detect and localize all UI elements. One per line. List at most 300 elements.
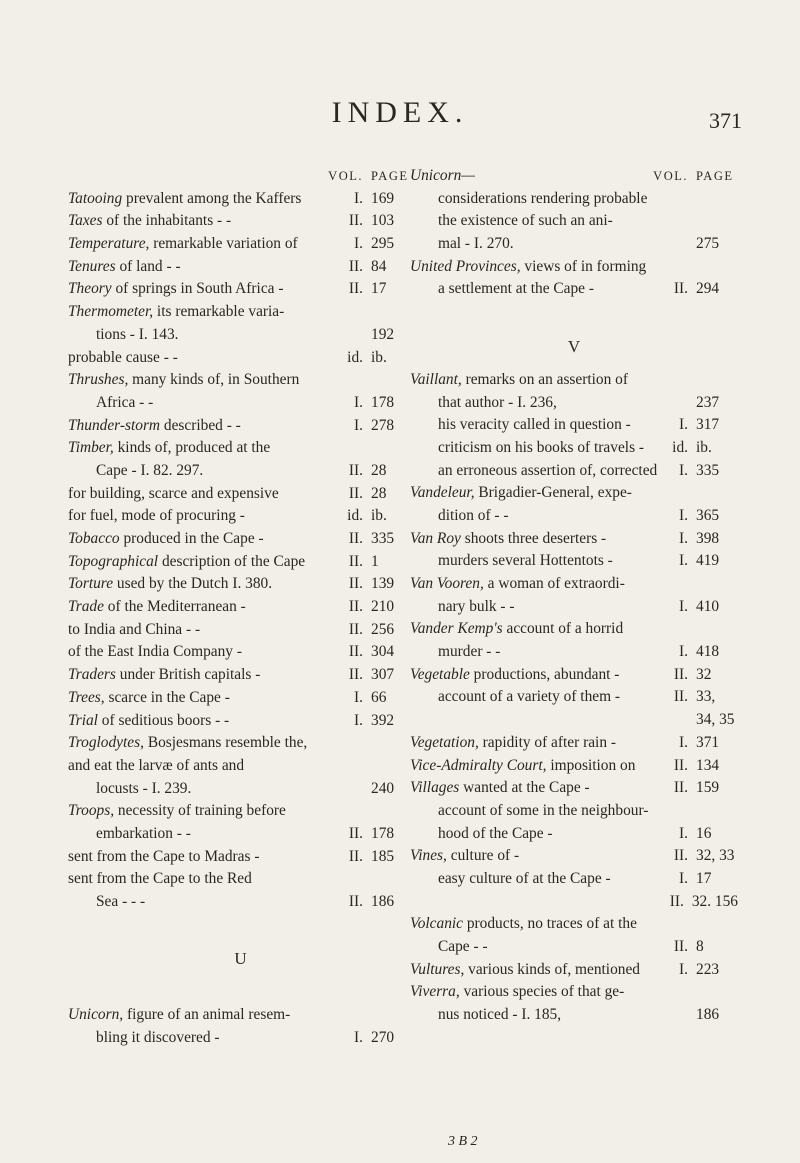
volume-ref: I. xyxy=(354,1028,363,1046)
entry-description: Sea - - - xyxy=(96,893,146,910)
entry-description: to India and China - - xyxy=(68,620,201,638)
entry-term: Thrushes, xyxy=(68,371,129,389)
entry-description: embarkation - - xyxy=(96,824,191,842)
entry-description: necessity of training before xyxy=(114,802,286,820)
entry-description: of land - - xyxy=(115,257,181,275)
index-entry-line xyxy=(68,256,413,279)
entry-term: Theory xyxy=(68,280,112,298)
entry-term: Van Roy xyxy=(410,529,461,547)
page-ref: 134 xyxy=(696,756,720,774)
entry-description: remarks on an assertion of xyxy=(461,370,628,388)
index-entry-line xyxy=(410,256,738,279)
page-ref: 275 xyxy=(696,235,720,253)
index-entry-line xyxy=(68,483,413,506)
volume-ref: I. xyxy=(354,393,363,411)
entry-description: probable cause - - xyxy=(68,348,178,366)
index-entry-line xyxy=(410,936,738,959)
index-entry-line xyxy=(410,823,738,846)
entry-term: Trees, xyxy=(68,688,105,706)
index-entry-line xyxy=(410,618,738,641)
index-entry-line xyxy=(68,460,413,483)
entry-term: Tobacco xyxy=(68,530,120,547)
entry-text xyxy=(68,301,363,324)
volume-ref: II. xyxy=(673,756,688,774)
index-entry-line xyxy=(410,1004,738,1027)
column-header xyxy=(68,165,413,188)
page-ref: 307 xyxy=(371,666,395,684)
entry-text xyxy=(410,596,679,619)
entry-description: various kinds of, mentioned xyxy=(464,960,640,978)
index-entry-line xyxy=(410,981,738,1004)
index-column-right xyxy=(410,165,738,1027)
page-ref: ib. xyxy=(371,507,387,525)
index-entry-line xyxy=(410,732,738,755)
volume-ref: id. xyxy=(347,507,363,525)
page-ref: 185 xyxy=(371,847,395,865)
index-entry-line xyxy=(68,301,413,324)
entry-description: his veracity called in question - xyxy=(438,416,631,434)
index-entry-line xyxy=(68,868,413,891)
page-ref: 419 xyxy=(696,552,720,570)
entry-text xyxy=(410,641,679,664)
page-ref: 34, 35 xyxy=(696,711,735,729)
index-entry-line xyxy=(68,823,413,846)
volume-ref: II. xyxy=(348,484,363,502)
volume-ref: II. xyxy=(348,666,363,684)
entry-description: that author - I. 236, xyxy=(438,393,557,411)
section-letter-v: V xyxy=(567,336,581,356)
entry-description: under British capitals - xyxy=(115,666,261,684)
entry-description: of the inhabitants - - xyxy=(102,212,232,230)
page-ref: 295 xyxy=(371,235,395,253)
entry-description: Bosjesmans resemble the, xyxy=(143,734,308,752)
index-entry-line xyxy=(68,800,413,823)
page-ref: 410 xyxy=(696,597,720,615)
entry-text xyxy=(410,392,688,415)
entry-description: nary bulk - - xyxy=(438,597,515,615)
index-entry-line xyxy=(68,687,413,710)
page-ref: 84 xyxy=(371,257,387,275)
index-entries-v xyxy=(410,369,738,1027)
entry-text xyxy=(410,210,688,233)
entry-description: Africa - - xyxy=(96,393,154,411)
entry-term: Vice-Admiralty Court, xyxy=(410,756,547,774)
volume-ref: I. xyxy=(679,416,688,434)
page-ref: 33, xyxy=(696,688,716,706)
entry-text xyxy=(410,823,679,846)
page-ref: 371 xyxy=(696,733,720,751)
entry-text xyxy=(68,800,363,823)
entry-description: account of a variety of them - xyxy=(438,688,621,706)
index-entry-line xyxy=(410,210,738,233)
entry-term: Traders xyxy=(68,666,116,684)
entry-term: Temperature, xyxy=(68,235,150,253)
index-entry-line xyxy=(68,573,413,596)
entry-term: Troops, xyxy=(68,802,115,820)
entry-term: Thunder-storm xyxy=(68,416,161,434)
entry-text xyxy=(410,981,688,1004)
entry-term: Villages xyxy=(410,779,460,797)
index-entry-line xyxy=(68,732,413,755)
page-ref: 418 xyxy=(696,643,720,661)
entry-description: hood of the Cape - xyxy=(438,824,553,842)
index-entry-line xyxy=(68,415,413,438)
signature-mark: 3 B 2 xyxy=(448,1134,478,1149)
page-ref: 365 xyxy=(696,506,720,524)
entry-text xyxy=(68,596,349,619)
entry-description: murders several Hottentots - xyxy=(438,552,613,570)
entry-term: Thermometer, xyxy=(68,303,154,321)
entry-term: Tatooing xyxy=(68,189,123,207)
index-entry-line xyxy=(68,664,413,687)
entry-term: Vultures, xyxy=(410,960,465,978)
page-ref: 32. 156 xyxy=(691,892,738,910)
entry-description: wanted at the Cape - xyxy=(459,779,590,797)
entry-text xyxy=(68,732,363,755)
entry-term: Trial xyxy=(68,711,98,729)
entry-description: Cape - I. 82. 297. xyxy=(96,461,204,479)
page-ref: 237 xyxy=(696,393,720,411)
index-entry-line xyxy=(410,868,738,891)
entry-text xyxy=(68,347,347,370)
page-ref: 139 xyxy=(371,575,395,593)
page-header-label: PAGE xyxy=(371,169,409,183)
page-ref: 28 xyxy=(371,484,387,502)
volume-ref: I. xyxy=(679,869,688,887)
index-entry-line xyxy=(68,437,413,460)
entry-term: Vines, xyxy=(410,847,447,865)
page-ref: 66 xyxy=(371,688,387,706)
entry-text xyxy=(68,755,363,778)
volume-ref: I. xyxy=(679,552,688,570)
entry-description: account of a horrid xyxy=(502,620,624,638)
entry-description: criticism on his books of travels - xyxy=(438,438,645,456)
volume-ref: I. xyxy=(354,711,363,729)
index-entry-line xyxy=(410,686,738,709)
index-entry-line xyxy=(68,596,413,619)
entry-term: Timber, xyxy=(68,439,114,457)
index-entry-line xyxy=(68,755,413,778)
entry-text xyxy=(410,414,679,437)
entry-text xyxy=(68,641,349,664)
entry-description: views of in forming xyxy=(520,257,647,275)
entry-description: dition of - - xyxy=(438,506,509,524)
volume-ref: I. xyxy=(354,235,363,253)
entry-description: rapidity of after rain - xyxy=(478,733,616,751)
entry-text xyxy=(68,551,349,574)
volume-ref: II. xyxy=(348,847,363,865)
index-entry-line xyxy=(68,1004,413,1027)
entry-description: mal - I. 270. xyxy=(438,235,514,253)
section-letter-u: U xyxy=(234,949,247,969)
entry-text xyxy=(68,664,349,687)
entry-term: Vegetable xyxy=(410,665,470,683)
entry-term: Unicorn, xyxy=(68,1006,124,1024)
index-entry-line xyxy=(68,641,413,664)
volume-ref: II. xyxy=(348,598,363,616)
entry-description: of seditious boors - - xyxy=(97,711,230,729)
entry-description: various species of that ge- xyxy=(459,983,625,1001)
index-entry-line xyxy=(68,324,413,347)
volume-ref: II. xyxy=(348,280,363,298)
index-entry-line xyxy=(68,619,413,642)
index-entry-line xyxy=(410,777,738,800)
entry-text xyxy=(410,482,688,505)
page-header-label: PAGE xyxy=(696,169,734,183)
index-entry-line xyxy=(410,573,738,596)
index-entry-line xyxy=(410,460,738,483)
volume-ref: II. xyxy=(673,665,688,683)
volume-ref: I. xyxy=(354,416,363,434)
entry-text xyxy=(68,868,363,891)
index-entries-u-cont xyxy=(410,188,738,301)
entry-text xyxy=(410,618,688,641)
index-entry-line xyxy=(68,347,413,370)
entry-text xyxy=(68,324,363,347)
entry-term: Trade xyxy=(68,598,104,616)
entry-text xyxy=(410,369,688,392)
index-entry-line xyxy=(410,959,738,982)
volume-ref: I. xyxy=(679,733,688,751)
index-column-left xyxy=(68,165,413,1049)
entry-text xyxy=(68,823,349,846)
entry-description: the existence of such an ani- xyxy=(438,212,613,230)
entry-text xyxy=(410,868,679,891)
entry-text xyxy=(68,415,354,438)
entry-text xyxy=(410,959,679,982)
entry-description: tions - I. 143. xyxy=(96,325,179,343)
entry-description: a settlement at the Cape - xyxy=(438,280,594,298)
index-entry-line xyxy=(68,710,413,733)
volume-ref: I. xyxy=(679,597,688,615)
entry-description: prevalent among the Kaffers xyxy=(122,189,302,207)
index-entry-line xyxy=(410,528,738,551)
page-ref: 17 xyxy=(371,280,387,298)
index-entry-line xyxy=(410,369,738,392)
page-ref: 335 xyxy=(371,530,395,547)
entry-term: Vegetation, xyxy=(410,733,479,751)
page-title: INDEX. xyxy=(331,96,469,129)
volume-ref: I. xyxy=(679,506,688,524)
page-ref: 210 xyxy=(371,598,395,616)
entry-text xyxy=(68,846,349,869)
entry-description: of the East India Company - xyxy=(68,643,242,661)
index-entry-line xyxy=(410,664,738,687)
entry-text xyxy=(410,256,688,279)
volume-ref: II. xyxy=(348,575,363,593)
volume-ref: I. xyxy=(679,529,688,547)
entry-text xyxy=(410,528,679,551)
index-entry-line xyxy=(68,188,413,211)
entry-text xyxy=(410,1004,688,1027)
index-entry-line xyxy=(410,392,738,415)
volume-ref: II. xyxy=(348,530,363,547)
volume-ref: II. xyxy=(348,824,363,842)
page-ref: 278 xyxy=(371,416,395,434)
entry-text xyxy=(68,1027,354,1050)
entry-text xyxy=(68,1004,363,1027)
volume-ref: II. xyxy=(673,779,688,797)
index-entry-line xyxy=(68,505,413,528)
entry-description: of springs in South Africa - xyxy=(111,280,284,298)
page-ref: 17 xyxy=(696,869,712,887)
entry-description: of the Mediterranean - xyxy=(103,598,246,616)
page-ref: 294 xyxy=(696,280,720,298)
page-ref: 8 xyxy=(696,938,704,955)
entry-description: productions, abundant - xyxy=(469,665,620,683)
index-entry-line xyxy=(410,188,738,211)
entry-text xyxy=(410,664,674,687)
entry-description: nus noticed - I. 185, xyxy=(438,1006,562,1024)
index-entry-line xyxy=(410,505,738,528)
entry-description: easy culture of at the Cape - xyxy=(438,869,611,887)
entry-term: Van Vooren, xyxy=(410,575,484,592)
page-ref: 240 xyxy=(371,779,395,797)
entry-description: an erroneous assertion of, corrected xyxy=(438,461,658,479)
page-ref: 1 xyxy=(371,552,379,570)
entry-description: considerations rendering probable xyxy=(438,189,648,207)
entry-text xyxy=(410,505,679,528)
entry-text xyxy=(410,845,674,868)
index-entry-line xyxy=(68,891,413,914)
entry-text xyxy=(410,936,674,959)
volume-ref: II. xyxy=(348,893,363,910)
volume-ref: II. xyxy=(673,688,688,706)
entry-term: Topographical xyxy=(68,552,159,570)
page-header xyxy=(0,96,800,136)
entry-term: Volcanic xyxy=(410,915,463,933)
entry-text xyxy=(68,710,354,733)
page-ref: 317 xyxy=(696,416,720,434)
entry-text xyxy=(68,233,354,256)
index-entry-line xyxy=(410,845,738,868)
index-entry-line xyxy=(68,846,413,869)
entry-text xyxy=(68,573,349,596)
volume-ref: I. xyxy=(354,189,363,207)
index-entry-line xyxy=(410,800,738,823)
index-entries-t xyxy=(68,188,413,914)
page-ref: 103 xyxy=(371,212,395,230)
entry-text xyxy=(68,891,349,914)
entry-description: sent from the Cape to the Red xyxy=(68,870,252,888)
entry-description: kinds of, produced at the xyxy=(113,439,271,457)
volume-ref: id. xyxy=(347,348,363,366)
page-ref: 178 xyxy=(371,393,395,411)
entry-text xyxy=(68,210,349,233)
entry-description: for fuel, mode of procuring - xyxy=(68,507,245,525)
entry-description: described - - xyxy=(160,416,241,434)
index-entry-line xyxy=(68,210,413,233)
index-entry-line xyxy=(68,369,413,392)
page-ref: 192 xyxy=(371,325,395,343)
entry-description: figure of an animal resem- xyxy=(123,1006,291,1024)
page-ref: 186 xyxy=(696,1006,720,1024)
index-entry-line xyxy=(410,278,738,301)
entry-description: sent from the Cape to Madras - xyxy=(68,847,260,865)
index-entry-line xyxy=(410,437,738,460)
entry-description: imposition on xyxy=(546,756,636,774)
page-ref: 304 xyxy=(371,643,395,661)
entry-description: products, no traces of at the xyxy=(463,915,637,933)
entry-term: Viverra, xyxy=(410,983,460,1001)
entry-text xyxy=(68,437,363,460)
volume-ref: I. xyxy=(679,643,688,661)
entry-term: Vander Kemp's xyxy=(410,620,503,638)
entry-description: and eat the larvæ of ants and xyxy=(68,756,245,774)
index-entry-line xyxy=(68,278,413,301)
entry-text xyxy=(410,437,672,460)
entry-description: remarkable variation of xyxy=(149,235,298,253)
page-ref: 178 xyxy=(371,824,395,842)
volume-ref: II. xyxy=(348,212,363,230)
index-entry-line xyxy=(68,778,413,801)
entry-text xyxy=(410,686,674,709)
entry-text xyxy=(68,369,363,392)
volume-ref: I. xyxy=(679,960,688,978)
entry-text xyxy=(68,392,354,415)
volume-ref: II. xyxy=(348,643,363,661)
volume-ref: II. xyxy=(673,280,688,298)
entry-description: for building, scarce and expensive xyxy=(68,484,279,502)
column-header-text: Unicorn— xyxy=(410,167,475,184)
page-ref: 169 xyxy=(371,189,395,207)
volume-ref: II. xyxy=(348,552,363,570)
page-ref: ib. xyxy=(696,438,712,456)
entry-text xyxy=(68,687,354,710)
entry-text xyxy=(68,483,349,506)
volume-ref: I. xyxy=(354,688,363,706)
page-ref: 32, 33 xyxy=(696,847,735,865)
volume-ref: I. xyxy=(679,824,688,842)
entry-description: many kinds of, in Southern xyxy=(128,371,300,389)
index-entry-line xyxy=(410,891,738,914)
index-entry-line xyxy=(410,641,738,664)
page-ref: 159 xyxy=(696,779,720,797)
entry-description: description of the Cape xyxy=(158,552,306,570)
entry-term: Tenures xyxy=(68,257,116,275)
entry-text xyxy=(410,800,688,823)
entry-description: account of some in the neighbour- xyxy=(438,801,649,819)
volume-ref: II. xyxy=(348,461,363,479)
page-ref: ib. xyxy=(371,348,387,366)
entry-text xyxy=(68,619,349,642)
volume-ref: I. xyxy=(679,461,688,479)
page-number: 371 xyxy=(709,108,742,133)
volume-ref: II. xyxy=(669,892,684,910)
entry-term: Torture xyxy=(68,575,114,593)
entry-text xyxy=(68,256,349,279)
index-entry-line xyxy=(68,392,413,415)
entry-description: shoots three deserters - xyxy=(460,529,607,547)
entry-text xyxy=(68,778,363,801)
index-entry-line xyxy=(410,482,738,505)
volume-ref: II. xyxy=(348,257,363,275)
index-entry-line xyxy=(410,550,738,573)
entry-term: Troglodytes, xyxy=(68,734,144,752)
vol-header: VOL. xyxy=(653,169,688,183)
entry-text xyxy=(68,278,349,301)
entry-description: murder - - xyxy=(438,643,501,661)
entry-description: a woman of extraordi- xyxy=(483,575,625,592)
index-entry-line xyxy=(68,1027,413,1050)
entry-description: produced in the Cape - xyxy=(119,530,264,547)
entry-text xyxy=(410,278,674,301)
entry-term: United Provinces, xyxy=(410,257,521,275)
page-ref: 256 xyxy=(371,620,395,638)
index-entry-line xyxy=(410,596,738,619)
entry-description: culture of - xyxy=(446,847,520,865)
entry-description: used by the Dutch I. 380. xyxy=(113,575,273,593)
